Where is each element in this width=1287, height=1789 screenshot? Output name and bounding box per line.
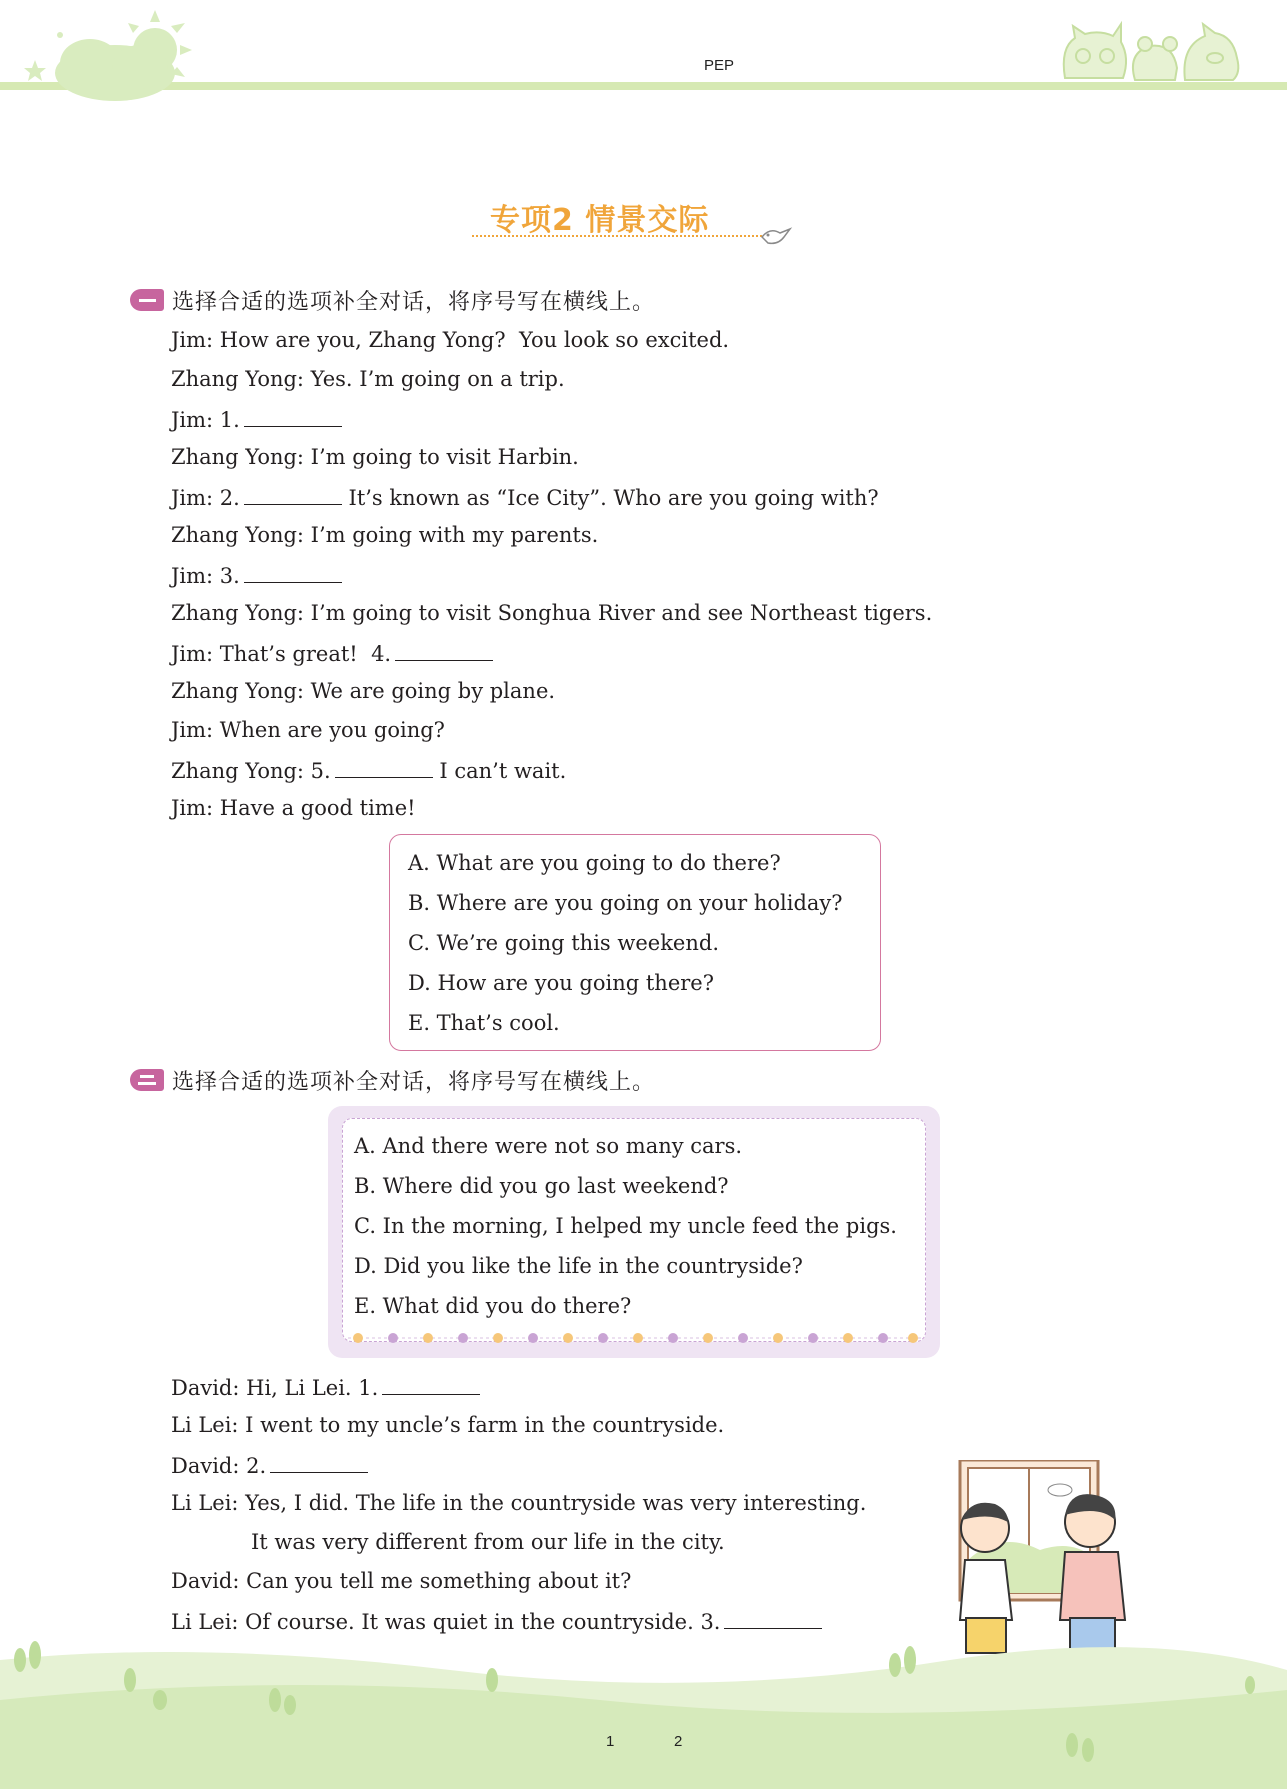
page-number-right: 2: [674, 1733, 683, 1750]
page-header: [0, 0, 1287, 120]
line-text: Jim: 2.: [171, 486, 240, 510]
answer-blank-5[interactable]: [335, 759, 433, 778]
line-text: It’s known as “Ice City”. Who are you going with?: [341, 486, 879, 510]
dialogue-line: [171, 642, 493, 665]
dialogue-line: [171, 486, 879, 509]
dialogue-line: [171, 1454, 368, 1477]
dialogue-line: [171, 447, 579, 468]
page-title-block: [472, 195, 802, 245]
dialogue-line: [171, 1415, 724, 1436]
dialogue-line: [171, 603, 932, 624]
line-text: I can’t wait.: [432, 759, 567, 783]
line-text: Zhang Yong: I’m going to visit Harbin.: [171, 445, 579, 469]
section-1-options-box: [389, 834, 881, 1051]
line-text: Jim: 3.: [171, 564, 240, 588]
option-d: D. How are you going there?: [408, 971, 714, 995]
line-text: Zhang Yong: I’m going to visit Songhua River and see Northeast tigers.: [171, 601, 933, 625]
dialogue-line: [171, 330, 729, 351]
line-text: Jim: How are you, Zhang Yong? You look so excited.: [171, 328, 730, 352]
answer-blank-2[interactable]: [270, 1454, 368, 1473]
option-d: D. Did you like the life in the countryside?: [354, 1254, 803, 1278]
animal-faces-icon: [1055, 18, 1255, 88]
page-number-left: 1: [606, 1733, 615, 1750]
page-title: 专项2 情景交际: [490, 203, 710, 238]
line-text: Zhang Yong: 5.: [171, 759, 331, 783]
answer-blank-3[interactable]: [724, 1610, 822, 1629]
option-b: B. Where are you going on your holiday?: [408, 891, 843, 915]
option-c: C. We’re going this weekend.: [408, 931, 719, 955]
dialogue-line: [171, 408, 342, 431]
header-label: PEP: [704, 57, 735, 74]
dialogue-line: [171, 798, 416, 819]
option-b: B. Where did you go last weekend?: [354, 1174, 729, 1198]
line-text: David: Can you tell me something about it?: [171, 1569, 632, 1593]
dialogue-line: [171, 1376, 480, 1399]
section-1-heading: [130, 284, 655, 316]
line-text: Jim: That’s great! 4.: [171, 642, 392, 666]
line-text: Jim: 1.: [171, 408, 240, 432]
line-text: David: 2.: [171, 1454, 267, 1478]
line-text: Zhang Yong: Yes. I’m going on a trip.: [171, 367, 565, 391]
line-text: Li Lei: I went to my uncle’s farm in the countryside.: [171, 1413, 725, 1437]
dialogue-line: [171, 1571, 631, 1592]
answer-blank-1[interactable]: [244, 408, 342, 427]
section-2-options-box: [328, 1106, 940, 1358]
option-e: E. That’s cool.: [408, 1011, 560, 1035]
grass-hills-icon: [0, 1630, 1287, 1789]
line-text: David: Hi, Li Lei. 1.: [171, 1376, 379, 1400]
dialogue-line: [251, 1532, 725, 1553]
line-text: Zhang Yong: I’m going with my parents.: [171, 523, 599, 547]
dialogue-line: [171, 1493, 866, 1514]
dialogue-line: [171, 564, 342, 587]
dialogue-line: [171, 720, 445, 741]
two-boys-illustration: [940, 1460, 1140, 1655]
line-text: Jim: Have a good time!: [171, 796, 416, 820]
line-text: Li Lei: Of course. It was quiet in the countryside. 3.: [171, 1610, 721, 1634]
option-c: C. In the morning, I helped my uncle feed the pigs.: [354, 1214, 897, 1238]
line-text: Jim: When are you going?: [171, 718, 445, 742]
section-2-heading: [130, 1064, 655, 1096]
sun-cloud-icon: [20, 5, 200, 115]
dialogue-line: [171, 681, 555, 702]
dialogue-line: [171, 525, 598, 546]
title-underline: [472, 235, 762, 237]
option-e: E. What did you do there?: [354, 1294, 632, 1318]
section-2-instruction: 选择合适的选项补全对话，将序号写在横线上。: [172, 1069, 656, 1095]
line-text: Li Lei: Yes, I did. The life in the countryside was very interesting.: [171, 1491, 867, 1515]
line-text: It was very different from our life in the city.: [251, 1530, 725, 1554]
decorative-border-icon: [348, 1330, 923, 1346]
answer-blank-1[interactable]: [382, 1376, 480, 1395]
bird-icon: [760, 225, 794, 247]
option-a: A. And there were not so many cars.: [354, 1134, 743, 1158]
section-1-number-icon: [130, 289, 164, 311]
section-1-instruction: 选择合适的选项补全对话，将序号写在横线上。: [172, 289, 656, 315]
section-2-number-icon: [130, 1069, 164, 1091]
answer-blank-2[interactable]: [244, 486, 342, 505]
line-text: Zhang Yong: We are going by plane.: [171, 679, 556, 703]
answer-blank-3[interactable]: [244, 564, 342, 583]
dialogue-line: [171, 759, 566, 782]
answer-blank-4[interactable]: [395, 642, 493, 661]
dialogue-line: [171, 369, 565, 390]
option-a: A. What are you going to do there?: [408, 851, 781, 875]
